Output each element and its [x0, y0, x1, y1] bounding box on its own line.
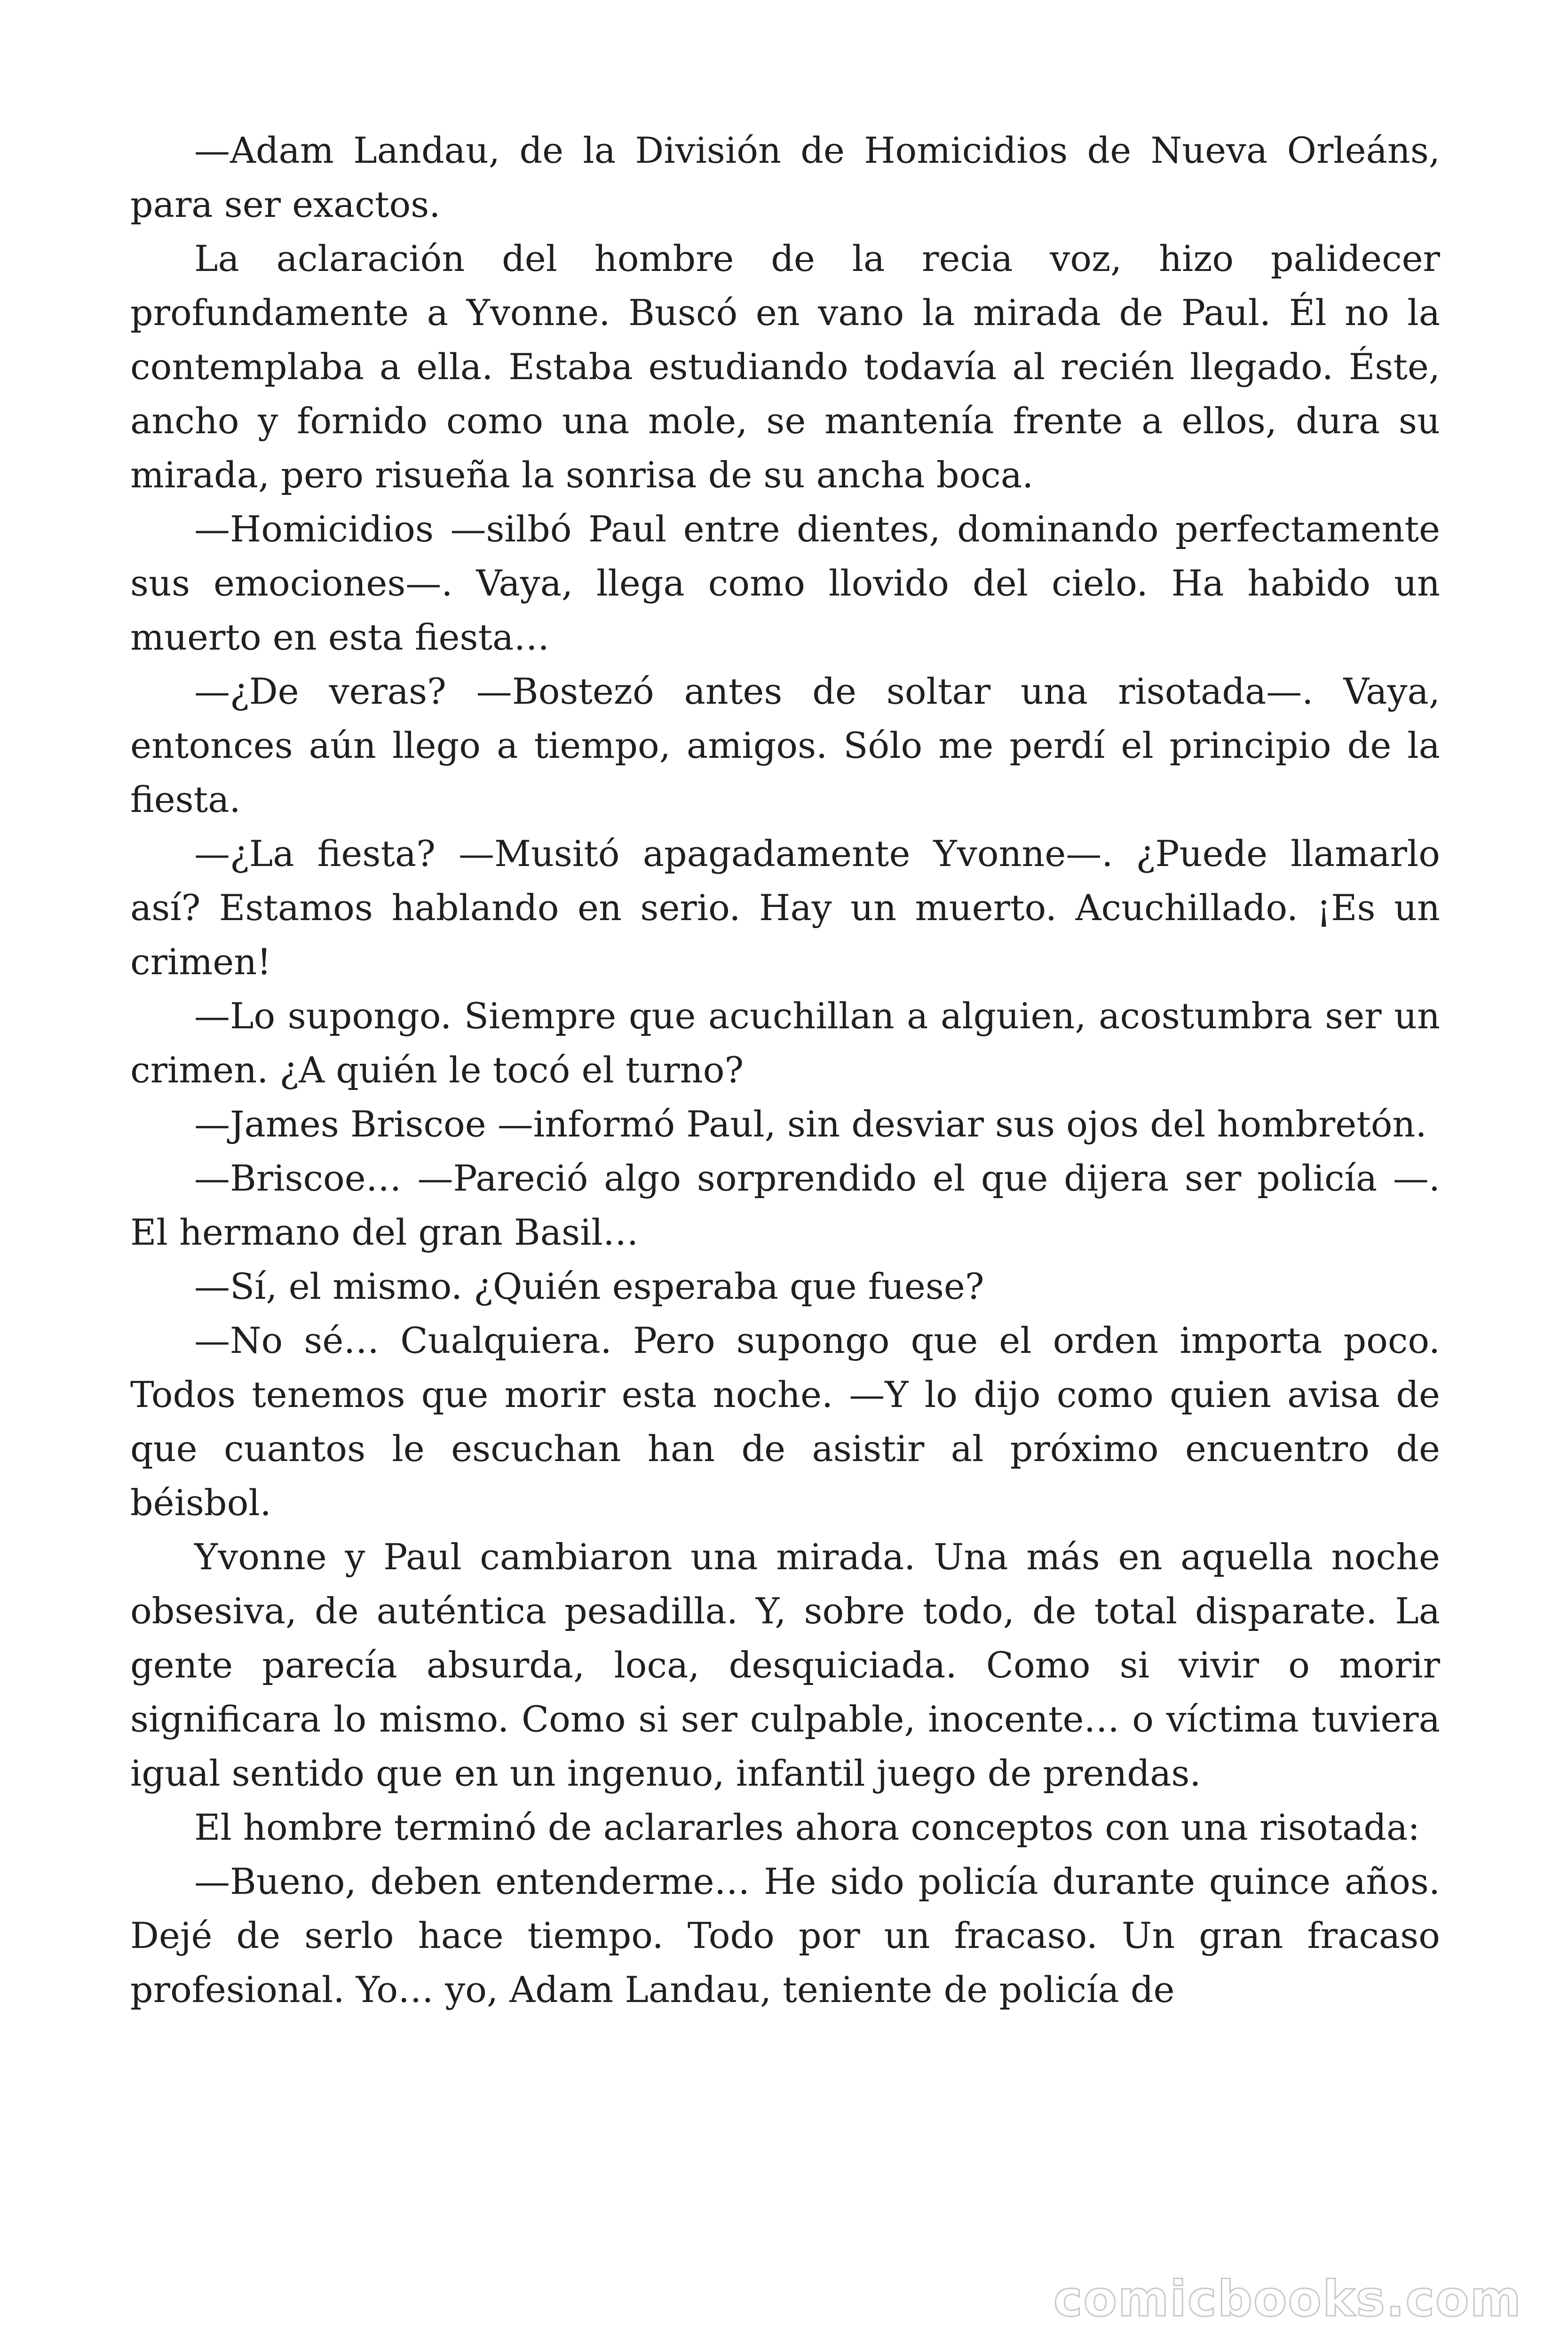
paragraph: —Bueno, deben entenderme… He sido policía durante quince años. Dejé de serlo hace tiempo. Todo por un fracaso. Un gran fracaso profesional. Yo… yo, Adam Landau, teniente de policía de — [130, 1860, 1440, 2010]
paragraph: —No sé… Cualquiera. Pero supongo que el orden importa poco. Todos tenemos que morir esta noche. —Y lo dijo como quien avisa de que cuantos le escuchan han de asistir al próximo encuentro de béisbol. — [130, 1319, 1440, 1524]
paragraph: —¿La fiesta? —Musitó apagadamente Yvonne—. ¿Puede llamarlo así? Estamos hablando en serio. Hay un muerto. Acuchillado. ¡Es un crimen! — [130, 833, 1440, 983]
paragraph: —James Briscoe —informó Paul, sin desviar sus ojos del hombretón. — [194, 1103, 1427, 1145]
paragraph: —Sí, el mismo. ¿Quién esperaba que fuese? — [194, 1265, 984, 1307]
watermark: comicbooks.com — [1053, 2270, 1522, 2328]
paragraph: —¿De veras? —Bostezó antes de soltar una risotada—. Vaya, entonces aún llego a tiempo, amigos. Sólo me perdí el principio de la fiesta. — [130, 670, 1440, 820]
paragraph: Yvonne y Paul cambiaron una mirada. Una más en aquella noche obsesiva, de auténtica pesadilla. Y, sobre todo, de total disparate. La gente parecía absurda, loca, desquiciada. Como si vivir o morir significara lo mismo. Como si ser culpable, inocente… o víctima tuviera igual sentido que en un ingenuo, infantil juego de prendas. — [130, 1536, 1440, 1794]
paragraph: —Homicidios —silbó Paul entre dientes, dominando perfectamente sus emociones—. Vaya, llega como llovido del cielo. Ha habido un muerto en esta fiesta… — [130, 508, 1440, 658]
paragraph: —Briscoe… —Pareció algo sorprendido el que dijera ser policía —. El hermano del gran Basil… — [130, 1157, 1440, 1253]
paragraph: —Lo supongo. Siempre que acuchillan a alguien, acostumbra ser un crimen. ¿A quién le tocó el turno? — [130, 995, 1440, 1091]
paragraph: El hombre terminó de aclararles ahora conceptos con una risotada: — [194, 1806, 1420, 1848]
paragraph: —Adam Landau, de la División de Homicidios de Nueva Orleáns, para ser exactos. — [130, 129, 1440, 225]
paragraph: La aclaración del hombre de la recia voz, hizo palidecer profundamente a Yvonne. Buscó en vano la mirada de Paul. Él no la contemplaba a ella. Estaba estudiando todavía al recién llegado. Éste, ancho y fornido como una mole, se mantenía frente a ellos, dura su mirada, pero risueña la sonrisa de su ancha boca. — [130, 238, 1440, 496]
page-text — [130, 123, 1440, 2017]
